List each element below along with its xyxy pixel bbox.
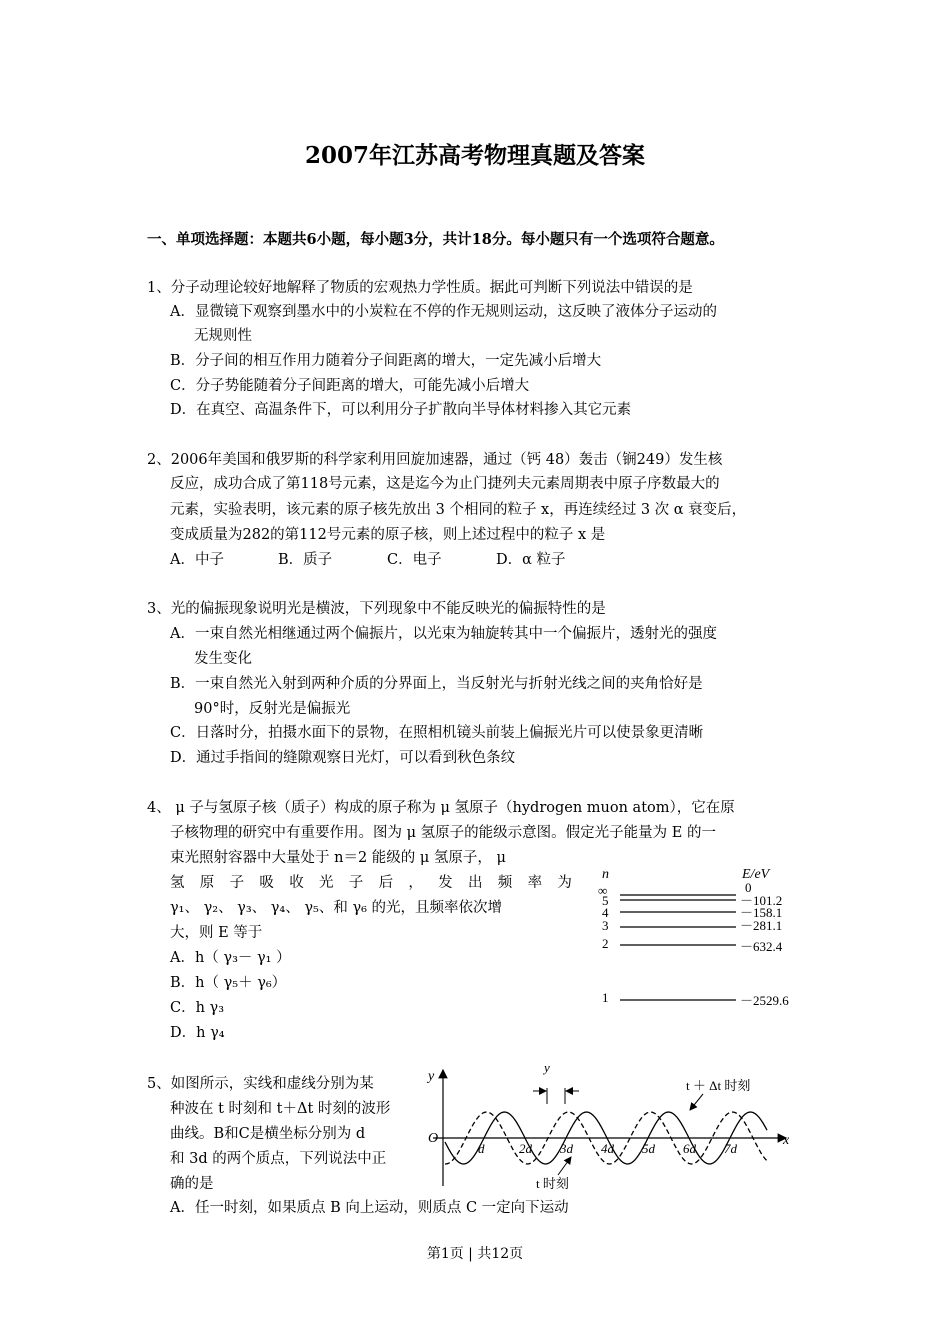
x-tick-label: 2d [519,1141,532,1156]
q3-stem: 3、光的偏振现象说明光是横波，下列现象中不能反映光的偏振特性的是 [147,601,606,617]
level-n-label: 2 [602,936,609,951]
level-n-label: 1 [602,990,609,1005]
section-heading: 一、单项选择题：本题共6小题，每小题3分，共计18分。每小题只有一个选项符合题意。 [147,231,724,248]
page-footer: 第1页 | 共12页 [426,1246,524,1262]
t-label: t 时刻 [536,1176,569,1191]
x-tick-label: 4d [601,1141,614,1156]
level-1 [602,990,789,1008]
q4-option-b: B．h（ γ₅＋ γ₆） [170,975,287,991]
x-tick-label: 7d [724,1141,737,1156]
level-energy-label: －632.4 [740,939,783,954]
level-energy-label: －101.2 [740,893,783,908]
q4-option-d: D．h γ₄ [170,1025,225,1041]
q1-stem: 1、分子动理论较好地解释了物质的宏观热力学性质。据此可判断下列说法中错误的是 [147,280,693,296]
t-plus-dt-pointer [690,1094,703,1110]
q2-option-d: D．α 粒子 [496,552,566,568]
q2-option-a: A．中子 [170,552,224,568]
q5-line-3: 曲线。B和C是横坐标分别为 d [170,1126,366,1142]
q4-option-c: C．h γ₃ [170,1000,225,1016]
x-tick-label: 5d [642,1141,655,1156]
q2-option-c: C．电子 [387,552,442,568]
q4-line-1: 4、 μ 子与氢原子核（质子）构成的原子称为 μ 氢原子（hydrogen muon atom），它在原 [147,800,735,816]
q3-option-a: A．一束自然光相继通过两个偏振片，以光束为轴旋转其中一个偏振片，透射光的强度 [170,626,717,642]
q4-line-2: 子核物理的研究中有重要作用。图为 μ 氢原子的能级示意图。假定光子能量为 E 的一 [170,825,716,841]
x-axis-label: x [783,1133,790,1148]
x-tick-labels [478,1141,738,1156]
q5-line-4: 和 3d 的两个质点，下列说法中正 [170,1151,387,1167]
energy-axis-label: E/eV [742,867,770,882]
y-axis-label: y [428,1069,435,1084]
page-title: 2007年江苏高考物理真题及答案 [304,142,645,169]
q1-option-b: B．分子间的相互作用力随着分子间距离的增大，一定先减小后增大 [170,353,602,369]
q3-option-b: B．一束自然光入射到两种介质的分界面上，当反射光与折射光线之间的夹角恰好是 [170,676,703,692]
q2-line-3: 元素，实验表明，该元素的原子核先放出 3 个相同的粒子 x，再连续经过 3 次 α 衰变后， [170,502,747,518]
q3-option-a-cont: 发生变化 [194,651,252,667]
q2-line-4: 变成质量为282的第112号元素的原子核，则上述过程中的粒子 x 是 [170,527,606,543]
level-n-label: ∞ [598,883,608,898]
q2-line-2: 反应，成功合成了第118号元素，这是迄今为止门捷列夫元素周期表中原子序数最大的 [170,476,720,492]
q4-line-4: 氢 原 子 吸 收 光 子 后 ， 发 出 频 率 为 [170,875,572,891]
q1-option-a-cont: 无规则性 [194,328,252,344]
q1-option-c: C．分子势能随着分子间距离的增大，可能先减小后增大 [170,378,530,394]
q5-option-a: A．任一时刻，如果质点 B 向上运动，则质点 C 一定向下运动 [170,1200,569,1216]
q4-line-6: 大，则 E 等于 [170,925,263,941]
q4-line-3: 束光照射容器中大量处于 n＝2 能级的 μ 氢原子， μ [170,850,506,866]
q1-option-d: D．在真空、高温条件下，可以利用分子扩散向半导体材料掺入其它元素 [170,402,632,418]
q4-line-5: γ₁、 γ₂、 γ₃、 γ₄、 γ₅、和 γ₆ 的光，且频率依次增 [170,900,503,916]
level-n-label: 5 [602,893,609,908]
t-plus-dt-label: t ＋ Δt 时刻 [686,1078,751,1093]
level-3 [602,918,782,933]
wave-figure [418,1060,798,1195]
t-pointer [558,1157,571,1175]
q5-line-5: 确的是 [170,1176,214,1192]
level-inf [598,880,752,898]
n-axis-label: n [602,867,609,882]
q3-option-d: D．通过手指间的缝隙观察日光灯，可以看到秋色条纹 [170,750,516,766]
origin-label: O [428,1131,439,1146]
level-n-label: 4 [602,905,609,920]
level-energy-label: －158.1 [740,905,783,920]
q3-option-b-cont: 90°时，反射光是偏振光 [194,701,351,717]
q2-line-1: 2、2006年美国和俄罗斯的科学家利用回旋加速器，通过（钙 48）轰击（锎249）发生核 [147,452,723,468]
q3-option-c: C．日落时分，拍摄水面下的景物，在照相机镜头前装上偏振光片可以使景象更清晰 [170,725,704,741]
energy-level-diagram [590,862,820,1022]
level-2 [602,936,783,954]
q5-line-2: 种波在 t 时刻和 t＋Δt 时刻的波形 [170,1101,391,1117]
level-n-label: 3 [602,918,609,933]
q4-option-a: A．h（ γ₃－ γ₁ ） [170,950,291,966]
x-tick-label: d [478,1141,485,1156]
x-tick-label: 6d [683,1141,696,1156]
x-tick-label: 3d [560,1141,573,1156]
q2-option-b: B．质子 [278,552,333,568]
q1-option-a: A．显微镜下观察到墨水中的小炭粒在不停的作无规则运动，这反映了液体分子运动的 [170,304,717,320]
level-energy-label: －281.1 [740,918,783,933]
level-energy-label: －2529.6 [740,993,789,1008]
dt-top-label: y [544,1060,550,1075]
q5-line-1: 5、如图所示，实线和虚线分别为某 [147,1076,374,1092]
level-energy-label: 0 [745,880,752,895]
